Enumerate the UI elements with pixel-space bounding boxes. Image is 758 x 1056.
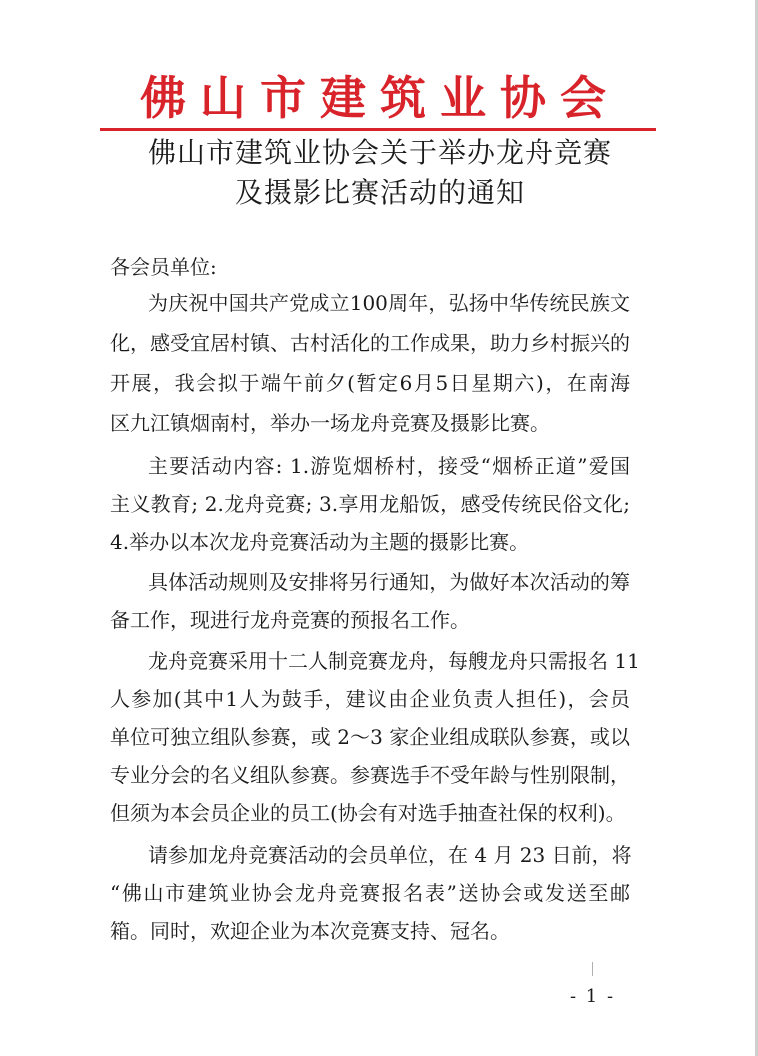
body-line: 请参加龙舟竞赛活动的会员单位，在 4 月 23 日前，将 xyxy=(148,843,632,867)
body-line: 区九江镇烟南村，举办一场龙舟竞赛及摄影比赛。 xyxy=(110,411,550,435)
document-title-line-2: 及摄影比赛活动的通知 xyxy=(234,176,525,209)
body-line: 化，感受宜居村镇、古村活化的工作成果，助力乡村振兴的 xyxy=(110,331,630,355)
body-line: 箱。同时，欢迎企业为本次竞赛支持、冠名。 xyxy=(110,919,510,943)
salutation: 各会员单位: xyxy=(110,255,217,279)
body-line: 为庆祝中国共产党成立100周年，弘扬中华传统民族文 xyxy=(148,291,630,315)
body-line: 单位可独立组队参赛，或 2～3 家企业组成联队参赛，或以 xyxy=(110,725,630,749)
body-line: 备工作，现进行龙舟竞赛的预报名工作。 xyxy=(110,608,470,632)
body-line: 具体活动规则及安排将另行通知，为做好本次活动的筹 xyxy=(148,570,630,594)
body-line: 人参加(其中1人为鼓手，建议由企业负责人担任)，会员 xyxy=(110,687,630,711)
document-title-line-1: 佛山市建筑业协会关于举办龙舟竞赛 xyxy=(147,136,612,169)
body-line: 但须为本会员企业的员工(协会有对选手抽查社保的权利)。 xyxy=(110,801,626,825)
letterhead-red-rule xyxy=(100,128,656,131)
body-line: 主义教育; 2.龙舟竞赛; 3.享用龙船饭，感受传统民俗文化; xyxy=(110,492,630,516)
body-line: “佛山市建筑业协会龙舟竞赛报名表”送协会或发送至邮 xyxy=(110,881,630,905)
scan-mark xyxy=(592,962,593,976)
body-line: 龙舟竞赛采用十二人制竞赛龙舟，每艘龙舟只需报名 11 xyxy=(148,649,640,673)
page-number: - 1 - xyxy=(570,986,616,1007)
letterhead-org-name: 佛山市建筑业协会 xyxy=(140,71,620,125)
body-line: 开展，我会拟于端午前夕(暂定6月5日星期六)，在南海 xyxy=(110,371,630,395)
body-line: 主要活动内容: 1.游览烟桥村，接受“烟桥正道”爱国 xyxy=(148,454,630,478)
body-line: 4.举办以本次龙舟竞赛活动为主题的摄影比赛。 xyxy=(110,530,530,554)
body-line: 专业分会的名义组队参赛。参赛选手不受年龄与性别限制， xyxy=(110,763,630,787)
